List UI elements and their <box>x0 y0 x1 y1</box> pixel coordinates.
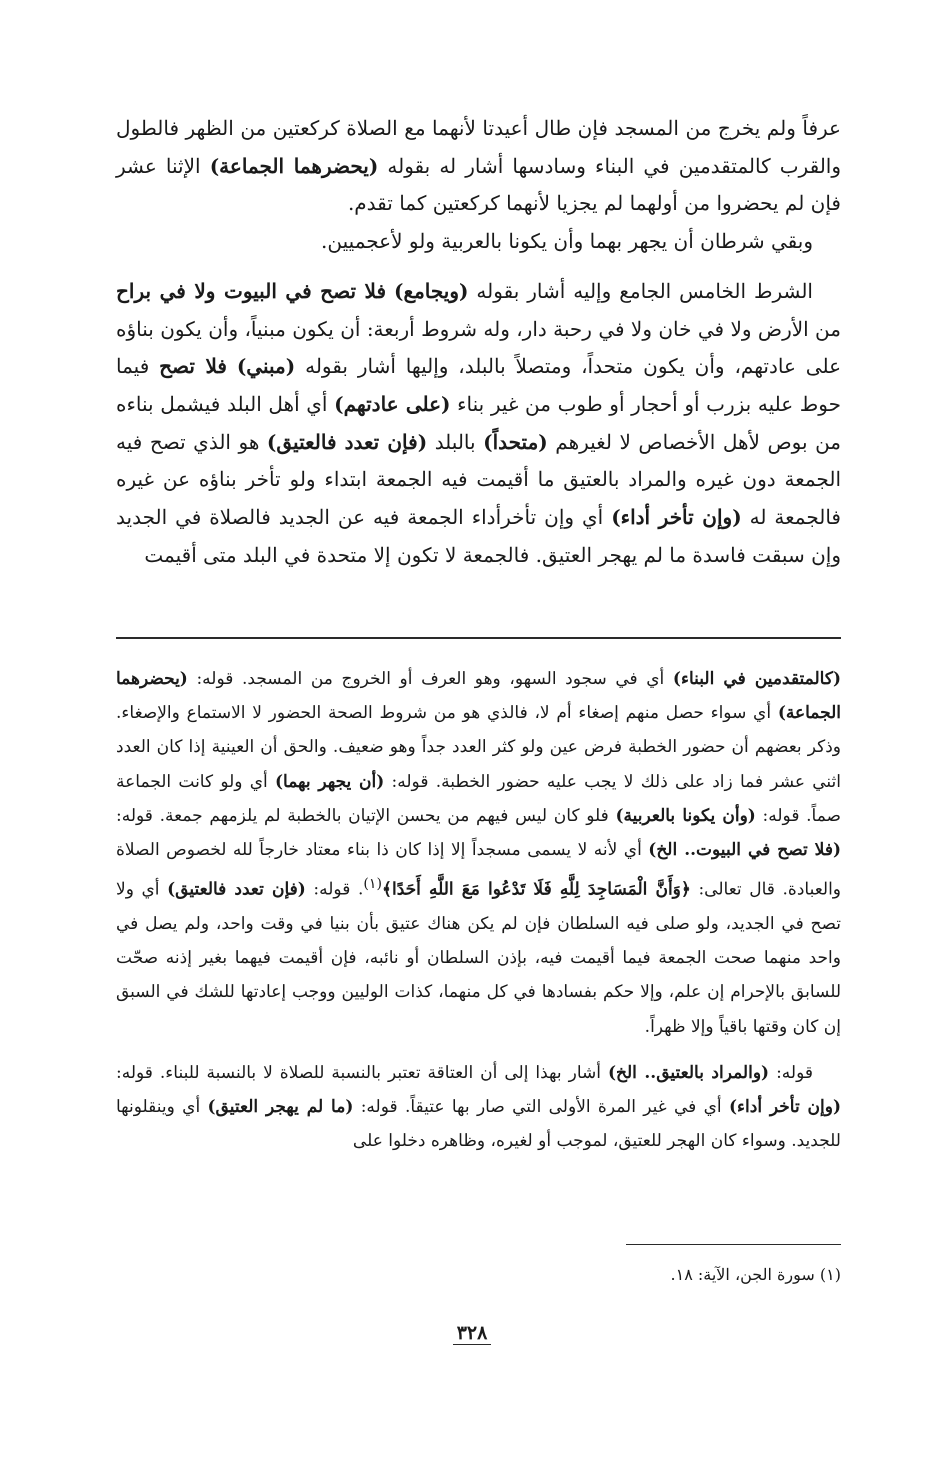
footnote-marker: (١) <box>363 876 383 893</box>
bold-term: (فلا تصح في البيوت.. الخ) <box>648 840 841 861</box>
text-run <box>386 279 394 303</box>
text-run: من الأرض ولا في خان ولا في رحبة دار، وله شروط أربعة: أن يكون مبنياً، وأن يكون بناؤه على عادتهم، وأن يكون متحداً، ومتصلاً بالبلد، وإليها أشار بقوله <box>116 316 842 379</box>
text-run: أي في غير المرة الأولى التي صار بها عتيقاً. قوله: <box>353 1097 729 1118</box>
main-paragraph-2 <box>116 223 841 261</box>
text-run <box>227 354 237 378</box>
commentary-paragraph-2 <box>116 1056 841 1159</box>
text-run: أي أهل البلد فيشمل بناءه من بوص لأهل الأخصاص لا لغيرهم <box>116 391 842 454</box>
section-divider <box>116 637 841 639</box>
bold-term: (فإن تعدد فالعتيق) <box>167 879 306 900</box>
bold-term: (وأن يكونا بالعربية) <box>615 805 756 826</box>
bold-term: (مبني) <box>236 354 296 379</box>
quran-verse: ﴿وَأَنَّ الْمَسَاجِدَ لِلَّهِ فَلَا تَدْعُوا مَعَ اللَّهِ أَحَدًا﴾ <box>382 879 691 900</box>
text-run: هو الذي تصح فيه الجمعة دون غيره والمراد بالعتيق ما أقيمت فيه الجمعة ابتداء ولو تأخر بناؤه عن غيره فالجمعة له <box>116 429 841 530</box>
text-run: قوله: <box>769 1062 814 1083</box>
bold-term: (فإن تعدد فالعتيق) <box>266 429 428 454</box>
text-run: . قوله: <box>305 879 364 900</box>
text-run: وبقي شرطان أن يجهر بهما وأن يكونا بالعربية ولو لأعجميين. <box>321 229 813 254</box>
bold-term: فلا تصح <box>159 354 227 379</box>
main-paragraph-1 <box>116 110 841 223</box>
text-run: أي سواء حصل منهم إصغاء أم لا، فالذي هو من شروط الصحة الحضور لا الاستماع والإصغاء. وذكر بعضهم أن حضور الخطبة فرض عين ولو كثر العدد جداً وهو ضعيف. والحق أن العينية إذا كان العدد اثني عشر فما زاد على ذلك لا يجب عليه حضور الخطبة. قوله: <box>116 703 841 792</box>
text-run: أي لأنه لا يسمى مسجداً إلا إذا كان ذا بناء معتاد خارجاً لله لخصوص الصلاة والعبادة. قال تعالى: <box>116 840 842 900</box>
bold-term: (على عادتهم) <box>334 391 451 416</box>
text-run: فلو كان ليس فيهم من يحسن الإتيان بالخطبة لم يلزمهم جمعة. قوله: <box>116 805 616 826</box>
text-run: الإثنا عشر فإن لم يحضروا من أولهما لم يجزيا لأنهما كركعتين كما تقدم. <box>116 153 841 216</box>
text-run: أي وإن تأخرأداء الجمعة فيه عن الجديد فالصلاة في الجديد وإن سبقت فاسدة ما لم يهجر العتيق. فالجمعة لا تكون إلا متحدة في البلد متى أقيمت <box>116 505 841 567</box>
text-run: أي في سجود السهو، وهو العرف أو الخروج من المسجد. قوله: <box>187 669 673 689</box>
page-number <box>0 1322 944 1344</box>
bold-term: (أن يجهر بهما) <box>275 771 385 792</box>
text-run: الشرط الخامس الجامع وإليه أشار بقوله <box>468 278 813 303</box>
bold-term: (وإن تأخر أداء) <box>729 1097 841 1118</box>
main-paragraph-3 <box>116 273 841 575</box>
text-run: أي وينقلونها للجديد. وسواء كان الهجر للعتيق، لموجب أو لغيره، وظاهره دخلوا على <box>116 1097 841 1152</box>
bold-term: (وإن تأخر أداء) <box>611 505 742 530</box>
footnote: (١) سورة الجن، الآية: ١٨. <box>670 1265 841 1284</box>
bold-term: (ما لم يهجر العتيق) <box>207 1097 354 1118</box>
text-run: فيما حوط عليه بزرب أو أحجار أو طوب من غير بناء <box>116 354 841 416</box>
bold-term: (متحداً) <box>483 429 548 454</box>
main-text <box>116 110 841 574</box>
bold-term: (يحضرهما الجماعة) <box>116 669 841 724</box>
footnote-divider <box>626 1244 841 1245</box>
text-run: أي ولو كانت الجماعة صماً. قوله: <box>116 771 841 826</box>
text-run: أشار بهذا إلى أن العتاقة تعتبر بالنسبة للصلاة لا بالنسبة للبناء. قوله: <box>116 1062 608 1083</box>
bold-term: (كالمتقدمين في البناء) <box>672 669 841 689</box>
text-run: عرفاً ولم يخرج من المسجد فإن طال أعيدتا لأنهما مع الصلاة كركعتين من الظهر فالطول والقرب كالمتقدمين في البناء وسادسها أشار له بقوله <box>116 116 841 178</box>
bold-term: (والمراد بالعتيق.. الخ) <box>607 1062 770 1083</box>
page-number-label: ٣٢٨ <box>453 1322 492 1345</box>
text-run: أي ولا تصح في الجديد، ولو صلى فيه السلطان فإن لم يكن هناك عتيق بأن بنيا في وقت واحد، ولم يصل في واحد منهما صحت الجمعة فيما أقيمت فيه، بإذن السلطان أو نائبه، فإن أقيمت فيهما بغير إذنه صحّت للسابق بالإحرام إن علم، وإلا حكم بفسادها في كل منهما، كذات الوليين ووجب إعادتها للشك في السبق إن كان وقتها باقياً وإلا ظهراً. <box>116 879 841 1037</box>
text-run: بالبلد <box>427 429 484 454</box>
commentary-text <box>116 662 841 1159</box>
bold-term: (ويجامع) <box>393 278 469 303</box>
bold-term: فلا تصح في البيوت ولا في براح <box>116 278 387 303</box>
bold-term: (يحضرهما الجماعة) <box>209 153 379 178</box>
commentary-paragraph-1 <box>116 662 841 1044</box>
